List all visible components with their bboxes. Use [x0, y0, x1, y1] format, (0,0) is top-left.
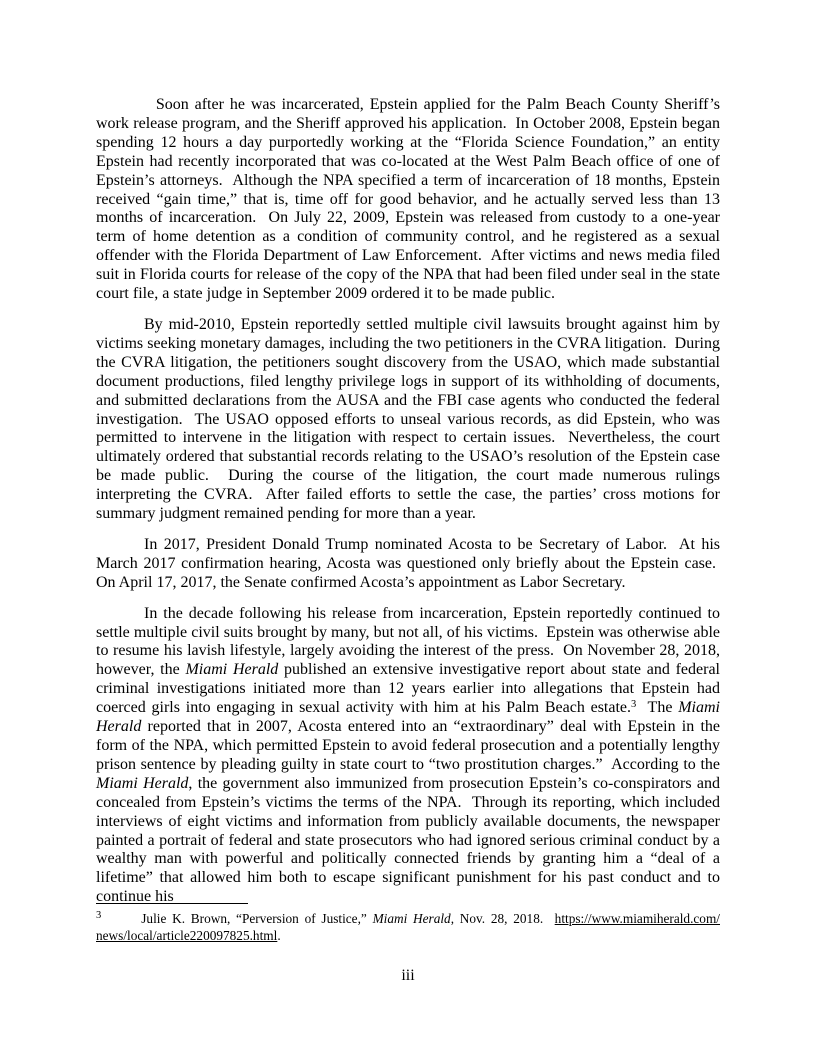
text-run: In the decade following his release from incarceration, Epstein reportedly continued to settle multiple civil suits brought by many, but not all, of his victims. Epstein was otherwise able to resume his lavish lifestyle, largely avoiding the interest of the press. On November 28, 2018, however, the	[96, 604, 720, 679]
italic-text-run: Miami Herald	[96, 774, 189, 792]
footnote	[96, 911, 720, 945]
text-run: reported that in 2007, Acosta entered into an “extraordinary” deal with Epstein in the form of the NPA, which permitted Epstein to avoid federal prosecution and a potentially lengthy prison sentence by pleading guilty in state court to “two prostitution charges.” According to the	[96, 718, 720, 773]
footnote-reference-3: 3	[631, 699, 637, 711]
paragraph	[96, 536, 720, 593]
paragraph	[96, 316, 720, 524]
text-run: Soon after he was incarcerated, Epstein applied for the Palm Beach County Sheriff’s work release program, and the Sheriff approved his application. In October 2008, Epstein began spending 12 hours a day purportedly working at the “Florida Science Foundation,” an entity Epstein had recently incorporated that was co-located at the West Palm Beach office of one of Epstein’s attorneys. Although the NPA specified a term of incarceration of 18 months, Epstein received “gain time,” that is, time off for good behavior, and he actually served less than 13 months of incarceration. On July 22, 2009, Epstein was released from custody to a one-year term of home detention as a condition of community control, and he registered as a sexual offender with the Florida Department of Law Enforcement. After victims and news media filed suit in Florida courts for release of the copy of the NPA that had been filed under seal in the state court file, a state judge in September 2009 ordered it to be made public.	[96, 96, 720, 303]
paragraph	[96, 96, 720, 304]
text-run: , Nov. 28, 2018.	[450, 911, 555, 926]
footnote-url-link[interactable]: https://www.miamiherald.com/​news/​local/​article220097825.html	[96, 911, 720, 943]
text-run: The	[636, 699, 679, 717]
page-number: iii	[401, 967, 415, 984]
text-run: .	[277, 927, 281, 943]
body-text	[96, 96, 720, 919]
italic-text-run: Miami Herald	[185, 661, 279, 679]
footnote-marker-3: 3	[96, 910, 102, 921]
italic-text-run: Miami Herald	[96, 699, 720, 736]
text-run: Julie K. Brown, “Perversion of Justice,”	[141, 911, 373, 926]
paragraph	[96, 605, 720, 908]
text-run: , the government also immunized from prosecution Epstein’s co-conspirators and concealed from Epstein’s victims the terms of the NPA. Through its reporting, which included interviews of eight victims and information from publicly available documents, the newspaper painted a portrait of federal and state prosecutors who had ignored serious criminal conduct by a wealthy man with powerful and politically connected friends by granting him a “deal of a lifetime” that allowed him both to escape significant punishment for his past conduct and to continue his	[96, 774, 720, 906]
footnote-area	[96, 903, 720, 945]
footnote-separator-rule	[96, 903, 248, 904]
italic-text-run: Miami Herald	[372, 911, 451, 926]
text-run: published an extensive investigative report about state and federal criminal investigations initiated more than 12 years earlier into allegations that Epstein had coerced girls into engaging in sexual activity with him at his Palm Beach estate.	[96, 661, 720, 717]
text-run: In 2017, President Donald Trump nominated Acosta to be Secretary of Labor. At his March 2017 confirmation hearing, Acosta was questioned only briefly about the Epstein case. On April 17, 2017, the Senate confirmed Acosta’s appointment as Labor Secretary.	[96, 535, 720, 591]
text-run: By mid-2010, Epstein reportedly settled multiple civil lawsuits brought against him by victims seeking monetary damages, including the two petitioners in the CVRA litigation. During the CVRA litigation, the petitioners sought discovery from the USAO, which made substantial document productions, filed lengthy privilege logs in support of its withholding of documents, and submitted declarations from the AUSA and the FBI case agents who conducted the federal investigation. The USAO opposed efforts to unseal various records, as did Epstein, who was permitted to intervene in the litigation with respect to certain issues. Nevertheless, the court ultimately ordered that substantial records relating to the USAO’s resolution of the Epstein case be made public. During the course of the litigation, the court made numerous rulings interpreting the CVRA. After failed efforts to settle the case, the parties’ cross motions for summary judgment remained pending for more than a year.	[96, 315, 720, 523]
